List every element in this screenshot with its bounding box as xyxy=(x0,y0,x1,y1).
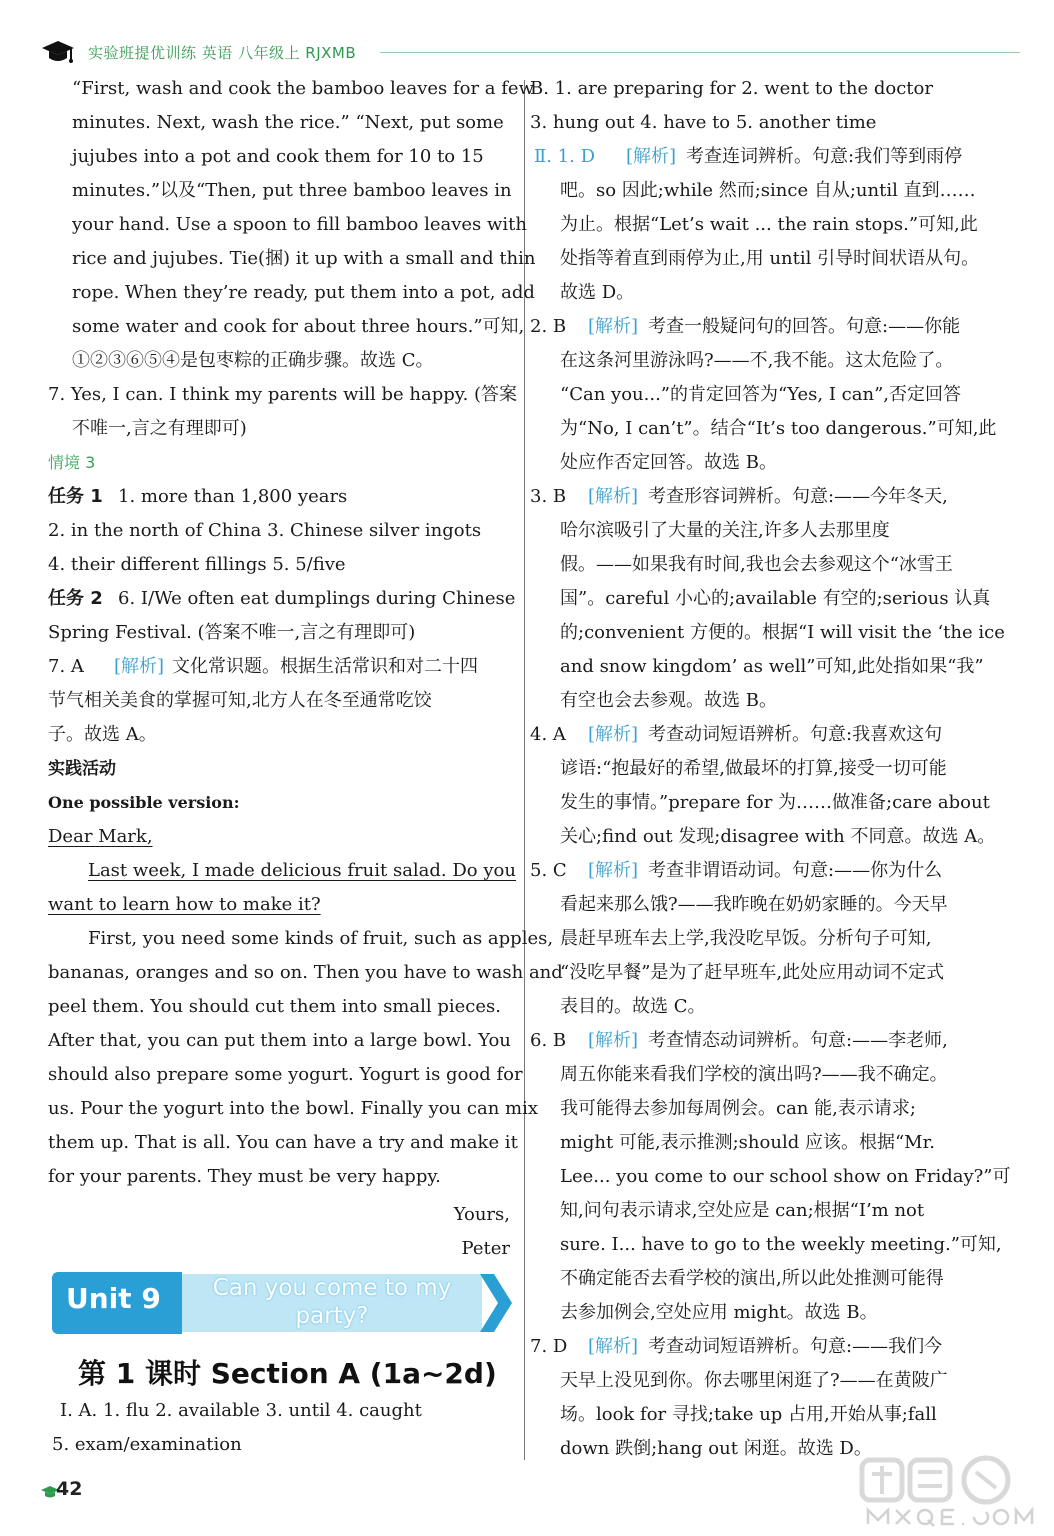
answer-number: 7. D xyxy=(530,1336,568,1357)
task-label: 任务 2 xyxy=(48,588,103,609)
answer-number: Ⅱ. 1. D xyxy=(534,146,596,167)
page-number xyxy=(40,1476,86,1506)
text-line: First, you need some kinds of fruit, such as apples, xyxy=(88,928,554,949)
analysis-tag: [解析] xyxy=(114,656,165,677)
text-line: jujubes into a pot and cook them for 10 to 15 xyxy=(72,146,484,167)
answer-number: 2. B xyxy=(530,316,567,337)
text-line: for your parents. They must be very happy. xyxy=(48,1166,441,1187)
text-line: 故选 D。 xyxy=(560,282,635,303)
text-line: 2. in the north of China 3. Chinese silver ingots xyxy=(48,520,482,541)
text-line: Spring Festival. (答案不唯一,言之有理即可) xyxy=(48,622,416,643)
page-number-text: 42 xyxy=(56,1478,83,1500)
task-label: 任务 1 xyxy=(48,486,103,507)
section-heading: 实践活动 xyxy=(48,759,116,779)
letter-closing: Yours, xyxy=(453,1204,510,1225)
text-line: 考查形容词辨析。句意:——今年冬天, xyxy=(648,486,948,507)
text-line: 假。——如果我有时间,我也会去参观这个“冰雪王 xyxy=(560,554,953,575)
analysis-tag: [解析] xyxy=(588,316,639,337)
text-line: B. 1. are preparing for 2. went to the doctor xyxy=(530,78,933,99)
text-line: 吧。so 因此;while 然而;since 自从;until 直到…… xyxy=(560,180,976,201)
analysis-tag: [解析] xyxy=(588,1336,639,1357)
text-line: 国”。careful 小心的;available 有空的;serious 认真 xyxy=(560,588,991,609)
text-line: 晨赶早班车去上学,我没吃早饭。分析句子可知, xyxy=(560,928,932,949)
text-line: rice and jujubes. Tie(捆) it up with a small and thin xyxy=(72,248,536,269)
text-line: us. Pour the yogurt into the bowl. Finally you can mix xyxy=(48,1098,538,1119)
text-line: 在这条河里游泳吗?——不,我不能。这太危险了。 xyxy=(560,350,954,371)
text-line: want to learn how to make it? xyxy=(48,894,321,915)
text-line: and snow kingdom’ as well”可知,此处指如果“我” xyxy=(560,656,984,677)
text-line: might 可能,表示推测;should 应该。根据“Mr. xyxy=(560,1132,935,1153)
text-line: 为止。根据“Let’s wait ... the rain stops.”可知,此 xyxy=(560,214,978,235)
answer-number: 4. A xyxy=(530,724,566,745)
text-line: 节气相关美食的掌握可知,北方人在冬至通常吃饺 xyxy=(48,690,432,711)
text-line: 7. Yes, I can. I think my parents will be happy. (答案 xyxy=(48,384,518,405)
text-line: 子。故选 A。 xyxy=(48,724,157,745)
text-line: 哈尔滨吸引了大量的关注,许多人去那里度 xyxy=(560,520,890,541)
text-line: rope. When they’re ready, put them into a pot, add xyxy=(72,282,535,303)
text-line: Last week, I made delicious fruit salad. Do you xyxy=(88,860,516,881)
text-line: “没吃早餐”是为了赶早班车,此处应用动词不定式 xyxy=(560,962,945,983)
text-line: “Can you...”的肯定回答为“Yes, I can”,否定回答 xyxy=(560,384,961,405)
text-line: 我可能得去参加每周例会。can 能,表示请求; xyxy=(560,1098,916,1119)
unit-label: Unit 9 xyxy=(66,1282,161,1315)
letter-greeting: Dear Mark, xyxy=(48,826,153,847)
text-line: 不唯一,言之有理即可) xyxy=(72,418,247,439)
unit-title: Can you come to my party? xyxy=(212,1275,452,1329)
text-line: After that, you can put them into a large bowl. You xyxy=(48,1030,511,1051)
text-line: should also prepare some yogurt. Yogurt is good for xyxy=(48,1064,523,1085)
header-rule xyxy=(380,52,1020,53)
text-line: 3. hung out 4. have to 5. another time xyxy=(530,112,877,133)
text-line: peel them. You should cut them into small pieces. xyxy=(48,996,501,1017)
text-line: 不确定能否去看学校的演出,所以此处推测可能得 xyxy=(560,1268,944,1289)
analysis-tag: [解析] xyxy=(588,486,639,507)
graduation-cap-icon xyxy=(40,38,76,66)
text-line: 看起来那么饿?——我昨晚在奶奶家睡的。今天早 xyxy=(560,894,948,915)
text-line: 处指等着直到雨停为止,用 until 引导时间状语从句。 xyxy=(560,248,980,269)
text-line: some water and cook for about three hours.”可知, xyxy=(72,316,525,337)
text-line: 考查动词短语辨析。句意:——我们今 xyxy=(648,1336,943,1357)
answer-number: 5. C xyxy=(530,860,567,881)
text-line: “First, wash and cook the bamboo leaves for a few xyxy=(72,78,534,99)
text-line: 天早上没见到你。你去哪里闲逛了?——在黄陂广 xyxy=(560,1370,948,1391)
text-line: 1. more than 1,800 years xyxy=(118,486,348,507)
text-line: 有空也会去参观。故选 B。 xyxy=(560,690,777,711)
text-line: ①②③⑥⑤④是包枣粽的正确步骤。故选 C。 xyxy=(72,350,434,371)
answer-number: 6. B xyxy=(530,1030,567,1051)
text-line: your hand. Use a spoon to fill bamboo leaves with xyxy=(72,214,527,235)
answer-number: 7. A xyxy=(48,656,84,677)
section-heading: 情境 3 xyxy=(48,453,96,472)
text-line: 考查连词辨析。句意:我们等到雨停 xyxy=(686,146,963,167)
header-title: 实验班提优训练 英语 八年级上 RJXMB xyxy=(88,44,357,62)
text-line: 表目的。故选 C。 xyxy=(560,996,706,1017)
analysis-tag: [解析] xyxy=(588,724,639,745)
unit-label-box xyxy=(52,1272,182,1334)
chevron-right-icon xyxy=(480,1272,514,1334)
text-line: 6. I/We often eat dumplings during Chinese xyxy=(118,588,516,609)
text-line: 文化常识题。根据生活常识和对二十四 xyxy=(172,656,478,677)
text-line: Lee... you come to our school show on Friday?”可 xyxy=(560,1166,1011,1187)
text-line: 场。look for 寻找;take up 占用,开始从事;fall xyxy=(560,1404,937,1425)
page-header xyxy=(40,36,1030,70)
text-line: bananas, oranges and so on. Then you have to wash and xyxy=(48,962,563,983)
unit-banner xyxy=(52,1272,514,1340)
lesson-title: 第 1 课时 Section A (1a~2d) xyxy=(78,1357,497,1390)
text-line: Ⅰ. A. 1. flu 2. available 3. until 4. caught xyxy=(60,1400,422,1421)
text-line: minutes.”以及“Then, put three bamboo leaves in xyxy=(72,180,512,201)
text-line: minutes. Next, wash the rice.” “Next, put some xyxy=(72,112,504,133)
text-line: 考查情态动词辨析。句意:——李老师, xyxy=(648,1030,948,1051)
text-line: 知,问句表示请求,空处应是 can;根据“I’m not xyxy=(560,1200,925,1221)
text-line: them up. That is all. You can have a try and make it xyxy=(48,1132,518,1153)
text-line: 去参加例会,空处应用 might。故选 B。 xyxy=(560,1302,878,1323)
text-line: down 跌倒;hang out 闲逛。故选 D。 xyxy=(560,1438,872,1459)
text-line: sure. I... have to go to the weekly meeting.”可知, xyxy=(560,1234,1002,1255)
text-line: 考查动词短语辨析。句意:我喜欢这句 xyxy=(648,724,943,745)
analysis-tag: [解析] xyxy=(626,146,677,167)
text-line: 发生的事情。”prepare for 为……做准备;care about xyxy=(560,792,990,813)
analysis-tag: [解析] xyxy=(588,1030,639,1051)
answer-number: 3. B xyxy=(530,486,567,507)
text-line: 为“No, I can’t”。结合“It’s too dangerous.”可知,此 xyxy=(560,418,997,439)
text-line: 考查非谓语动词。句意:——你为什么 xyxy=(648,860,943,881)
text-line: 谚语:“抱最好的希望,做最坏的打算,接受一切可能 xyxy=(560,758,947,779)
text-line: 关心;find out 发现;disagree with 不同意。故选 A。 xyxy=(560,826,996,847)
text-line: 处应作否定回答。故选 B。 xyxy=(560,452,777,473)
letter-signature: Peter xyxy=(461,1238,510,1259)
text-line: 考查一般疑问句的回答。句意:——你能 xyxy=(648,316,961,337)
section-heading: One possible version: xyxy=(48,793,240,812)
analysis-tag: [解析] xyxy=(588,860,639,881)
text-line: 周五你能来看我们学校的演出吗?——我不确定。 xyxy=(560,1064,948,1085)
text-line: 5. exam/examination xyxy=(52,1434,242,1455)
text-line: 4. their different fillings 5. 5/five xyxy=(48,554,346,575)
watermark-logo xyxy=(858,1452,1044,1532)
text-line: 的;convenient 方便的。根据“I will visit the ‘the ice xyxy=(560,622,1005,643)
